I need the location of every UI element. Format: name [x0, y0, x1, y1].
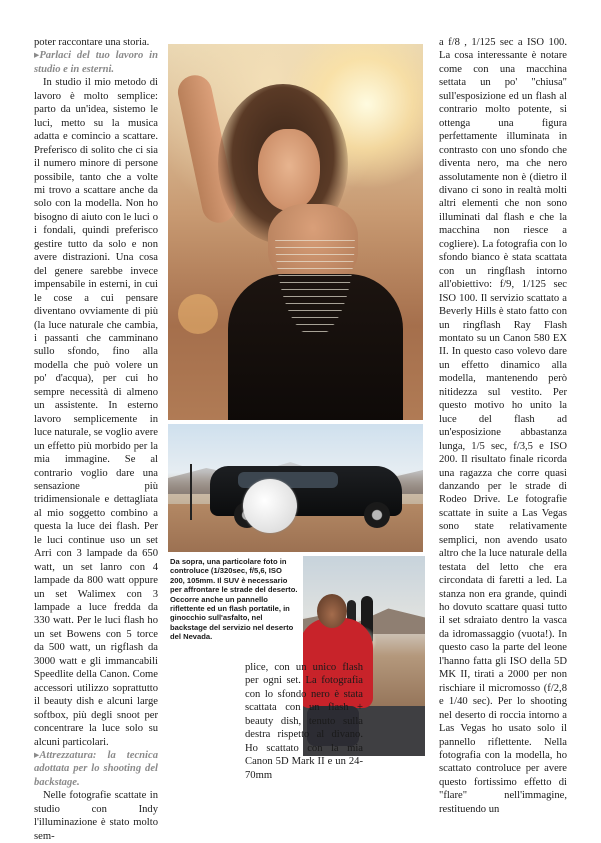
question-text: Attrezzatura: la tecnica adottata per lo shooting del backstage. — [34, 750, 158, 788]
text-column-middle — [245, 661, 425, 782]
arrow-icon: ▸ — [34, 750, 40, 762]
photo-detail — [243, 479, 297, 533]
paragraph: poter raccontare una storia. — [34, 37, 150, 48]
text-column-left — [34, 36, 158, 843]
interview-question — [34, 49, 158, 76]
paragraph: In studio il mio metodo di lavoro è molto semplice: parto da un'idea, sistemo le luci, metto su la musica adatta e comincio a scattare. Preferisco di solito che ci sia il numero minore di persone possibile, tanto che a volte mi trovo a scattare anche da solo con la modella. Non ho bisogno di aiuto con le luci o i fondali, quindi preferisco gestire tutto da solo e non avere distrazioni. Una cosa del genere sarebbe invece impensabile in esterni, in cui le cose a cui pensare diventano ovviamente di più (la luce naturale che cambia, i passanti che camminano sullo sfondo, fino alla modella che può volere un po' d'acqua), per cui ho sempre necessità di almeno un assistente. In esterno lavoro semplicemente in luce naturale, se voglio avere un effetto più morbido per la mia immagine. Se al contrario voglio dare una sensazione più tridimensionale e dettagliata al mio soggetto combino a questa la luce dei flash. Per le luci continue uso un set Arri con 3 lampade da 650 watt, un set lanro con 4 lampade da 800 watt oppure un set Walimex con 3 lampade a luce fredda da 330 watt. Per le luci flash ho un set Bowens con 5 torce da 500 watt, un rigflash da 3000 watt e gli immancabili Speedlite della Canon. Come accessori utilizzo soprattutto il beauty dish e alcuni large softbox, più degli snoot per concentrare la luce solo su alcuni particolari. — [34, 77, 158, 748]
photo-suv-desert — [168, 424, 423, 552]
paragraph: a f/8 , 1/125 sec a ISO 100. La cosa interessante è notare come con una macchina settata un po' "chiusa" sull'esposizione ed un flash al contrario molto potente, si ottenga una figura perfettamente illuminata in contrasto con uno sfondo che diventa nero, ma che nero assolutamente non è (dietro il divano ci sono in realtà molti altri elementi che non sono illuminati dal flash e che la macchina non riesce a cogliere). La fotografia con lo sfondo bianco è stata scattata con un ringflash intorno all'obiettivo: f/9, 1/125 sec ISO 100. Il servizio scattato a Beverly Hills è stato fatto con un ringflash Ray Flash montato su un Canon 580 EX II. In questo caso volevo dare un effetto dinamico alla modella, mantenendo però nitidezza sul vestito. Per questo motivo ho unito la luce del flash ad un'esposizione abbastanza lunga, 1/5 sec, f/3,5 e ISO 200. Il risultato finale ricorda una ragazza che corre quasi danzando per le strade di Rodeo Drive. Le fotografie scattate in suite a Las Vegas sono state relativamente semplici, non avendo usato altro che la luce naturale della testata del letto che era circondata di faretti a led. La stanza non era grande, quindi ho dovuto scattare quasi tutto il set sdraiato dentro la vasca da idromassaggio (vuota!). In questo caso la parte del leone l'hanno fatta gli ISO della 5D MK II, tirati a 2000 per non rischiare il micromosso (f/2,8 e 1/40 sec). Per lo shooting nel deserto di roccia intorno a Las Vegas ho usato solo il pannello riflettente. Nella fotografia con la modella, ho scattato controluce per avere questo fortissimo effetto di "flare" nell'immagine, restituendo un — [439, 37, 567, 815]
question-text: Parlaci del tuo lavoro in studio e in esterni. — [34, 50, 158, 75]
photo-detail — [317, 594, 347, 628]
paragraph: Nelle fotografie scattate in studio con Indy l'illuminazione è stato molto sem- — [34, 790, 158, 842]
photo-detail — [364, 502, 390, 528]
photo-model-backlight — [168, 44, 423, 420]
arrow-icon: ▸ — [34, 50, 40, 62]
photo-caption: Da sopra, una particolare foto in controluce (1/320sec, f/5,6, ISO 200, 105mm. Il SUV è necessario per affrontare le strade del deserto. Occorre anche un pannello riflettente ed un flash portatile, in ginocchio sull'asfalto, nel backstage del servizio nel deserto del Nevada. — [170, 557, 298, 642]
interview-question — [34, 749, 158, 789]
photo-detail — [190, 464, 192, 520]
photo-detail — [258, 129, 320, 211]
photo-detail — [260, 234, 370, 404]
text-column-right — [439, 36, 567, 816]
photo-detail — [178, 294, 218, 334]
paragraph: plice, con un unico flash per ogni set. La fotografia con lo sfondo nero è stata scattata con un flash + beauty dish, tenuto sulla destra rispetto al divano. Ho scattato con la mia Canon 5D Mark II e un 24-70mm — [245, 662, 363, 781]
